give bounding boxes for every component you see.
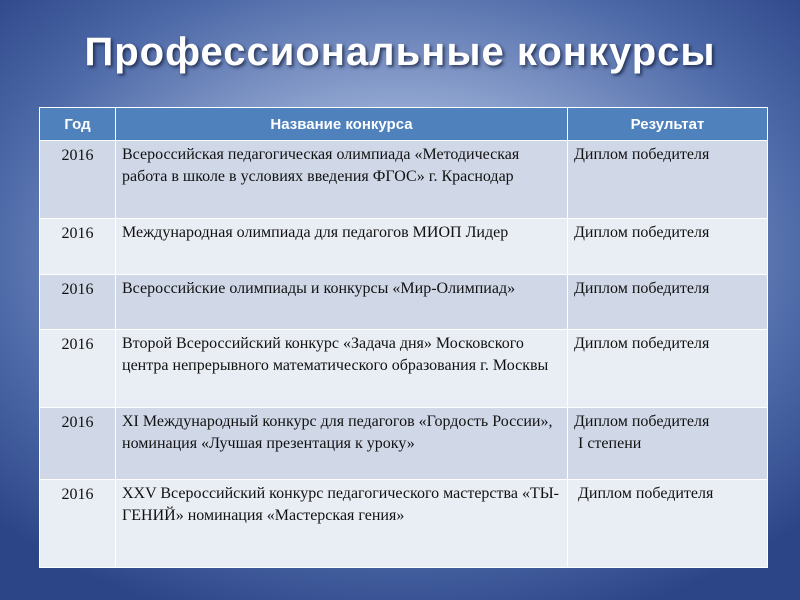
result-text: Диплом победителя [574, 335, 710, 352]
table-row [40, 330, 768, 408]
cell-contest-name: XXV Всероссийский конкурс педагогического мастерства «ТЫ-ГЕНИЙ» номинация «Мастерская гения» [116, 480, 568, 568]
table-row [40, 219, 768, 275]
table-row [40, 480, 768, 568]
header-result: Результат [568, 108, 768, 141]
cell-year: 2016 [40, 141, 116, 219]
cell-contest-name: Всероссийская педагогическая олимпиада «Методическая работа в школе в условиях введения ФГОС» г. Краснодар [116, 141, 568, 219]
cell-year: 2016 [40, 480, 116, 568]
cell-contest-name: Международная олимпиада для педагогов МИОП Лидер [116, 219, 568, 275]
header-year: Год [40, 108, 116, 141]
result-text: Диплом победителя [574, 146, 710, 163]
cell-year: 2016 [40, 275, 116, 330]
result-text: Диплом победителя [574, 280, 710, 297]
cell-result [568, 330, 768, 408]
table-row [40, 275, 768, 330]
result-text: Диплом победителя [574, 485, 714, 502]
cell-result [568, 275, 768, 330]
cell-result [568, 408, 768, 480]
cell-contest-name: Всероссийские олимпиады и конкурсы «Мир-Олимпиад» [116, 275, 568, 330]
cell-contest-name: Второй Всероссийский конкурс «Задача дня» Московского центра непрерывного математического образования г. Москвы [116, 330, 568, 408]
header-contest-name: Название конкурса [116, 108, 568, 141]
table-row [40, 141, 768, 219]
cell-result [568, 480, 768, 568]
cell-year: 2016 [40, 219, 116, 275]
result-text: Диплом победителя [574, 413, 710, 430]
cell-result [568, 219, 768, 275]
result-degree: I степени [574, 435, 642, 452]
contests-table [39, 107, 768, 568]
cell-contest-name: XI Международный конкурс для педагогов «Гордость России», номинация «Лучшая презентация к уроку» [116, 408, 568, 480]
table-row [40, 408, 768, 480]
cell-year: 2016 [40, 408, 116, 480]
cell-result [568, 141, 768, 219]
cell-year: 2016 [40, 330, 116, 408]
table-header-row [40, 108, 768, 141]
result-text: Диплом победителя [574, 224, 710, 241]
slide-title: Профессиональные конкурсы [84, 30, 716, 74]
